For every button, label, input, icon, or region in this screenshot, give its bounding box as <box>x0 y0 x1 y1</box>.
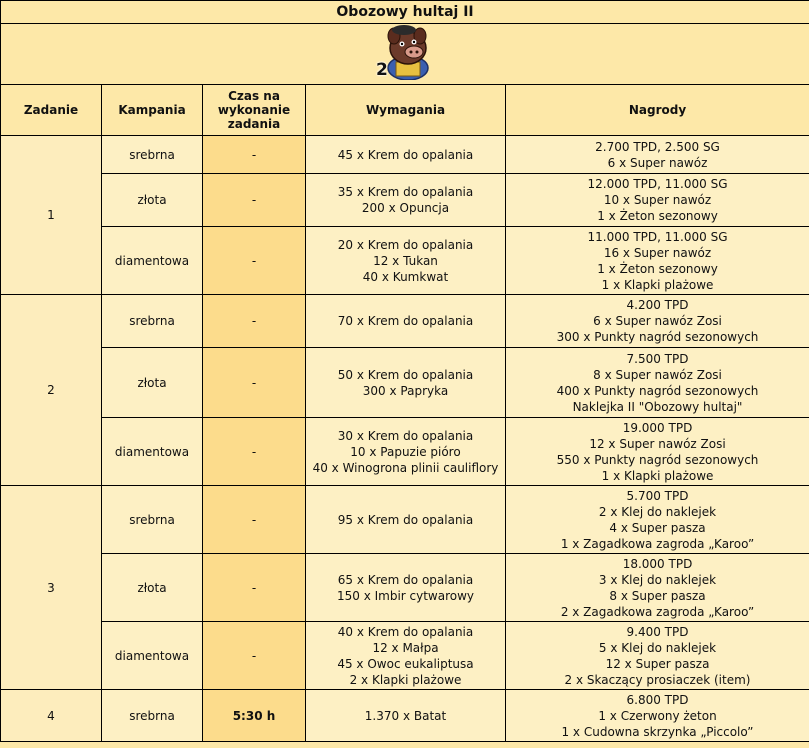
table-row <box>1 227 809 295</box>
requirements-cell <box>306 348 506 418</box>
time-cell: - <box>203 486 306 554</box>
time-cell: - <box>203 622 306 690</box>
time-cell: - <box>203 554 306 622</box>
table-row <box>1 690 809 742</box>
cell-line: 3 x Klej do naklejek <box>598 572 717 587</box>
requirements-cell <box>306 295 506 348</box>
cell-line: 2 x Skaczący prosiaczek (item) <box>564 672 751 687</box>
cell-line: 11.000 TPD, 11.000 SG <box>587 229 728 244</box>
campaign-cell: diamentowa <box>102 418 203 486</box>
rewards-cell <box>506 295 809 348</box>
cell-line: 6.800 TPD <box>626 692 689 707</box>
requirements-cell <box>306 690 506 742</box>
header-campaign: Kampania <box>102 85 203 136</box>
cell-line: 6 x Super nawóz <box>607 155 708 170</box>
cell-line: 1 x Czerwony żeton <box>598 708 717 723</box>
cell-line: 1 x Klapki plażowe <box>601 277 714 292</box>
table-row <box>1 554 809 622</box>
cell-line: 70 x Krem do opalania <box>337 314 474 328</box>
rewards-cell <box>506 486 809 554</box>
campaign-cell: złota <box>102 554 203 622</box>
page-title: Obozowy hultaj II <box>1 1 809 24</box>
header-requirements: Wymagania <box>306 85 506 136</box>
campaign-cell: srebrna <box>102 486 203 554</box>
cell-line: 65 x Krem do opalania <box>337 572 474 587</box>
cell-line: 7.500 TPD <box>626 351 689 366</box>
requirements-cell <box>306 136 506 174</box>
requirements-cell <box>306 486 506 554</box>
cell-line: 10 x Super nawóz <box>603 193 712 207</box>
header-task: Zadanie <box>1 85 102 136</box>
table-row <box>1 418 809 486</box>
requirements-cell <box>306 174 506 227</box>
cell-line: 12 x Tukan <box>373 253 438 268</box>
cell-line: 18.000 TPD <box>622 556 693 571</box>
campaign-cell: diamentowa <box>102 622 203 690</box>
requirements-cell <box>306 227 506 295</box>
header-time: Czas na wykonanie zadania <box>203 85 306 136</box>
cell-line: 35 x Krem do opalania <box>337 185 474 199</box>
cell-line: 12 x Super pasza <box>605 656 710 671</box>
cell-line: 4.200 TPD <box>626 298 689 312</box>
cell-line: 1 x Cudowna skrzynka „Piccolo” <box>561 724 754 739</box>
time-cell: - <box>203 348 306 418</box>
requirements-cell <box>306 622 506 690</box>
requirements-cell <box>306 554 506 622</box>
cell-line: 16 x Super nawóz <box>603 245 712 260</box>
cell-line: 10 x Papuzie pióro <box>350 444 461 459</box>
cell-line: 300 x Papryka <box>362 383 449 398</box>
cell-line: 8 x Super nawóz Zosi <box>593 367 722 382</box>
rewards-cell <box>506 348 809 418</box>
cell-line: 4 x Super pasza <box>609 520 706 535</box>
cell-line: 95 x Krem do opalania <box>337 512 474 527</box>
cell-line: 40 x Winogrona plinii cauliflory <box>312 460 499 475</box>
cell-line: 45 x Krem do opalania <box>337 147 474 162</box>
cell-line: 1 x Klapki plażowe <box>601 468 714 483</box>
cell-line: 200 x Opuncja <box>361 201 450 215</box>
time-cell: - <box>203 227 306 295</box>
time-cell: - <box>203 295 306 348</box>
cell-line: 6 x Super nawóz Zosi <box>593 314 722 328</box>
cell-line: 1 x Żeton sezonowy <box>597 261 718 276</box>
table-row <box>1 136 809 174</box>
task-number: 2 <box>1 295 102 486</box>
task-number: 3 <box>1 486 102 690</box>
rewards-cell <box>506 690 809 742</box>
cell-line: 30 x Krem do opalania <box>337 428 474 443</box>
cell-line: 19.000 TPD <box>622 420 693 435</box>
cell-line: 5 x Klej do naklejek <box>598 640 717 655</box>
cell-line: 5.700 TPD <box>626 488 689 503</box>
cell-line: Naklejka II "Obozowy hultaj" <box>572 399 743 414</box>
cell-line: 2 x Klej do naklejek <box>598 504 717 519</box>
cell-line: 50 x Krem do opalania <box>337 367 474 382</box>
requirements-cell <box>306 418 506 486</box>
rewards-cell <box>506 136 809 174</box>
rewards-cell <box>506 174 809 227</box>
table-row <box>1 295 809 348</box>
quest-rows <box>1 136 809 742</box>
cell-line: 150 x Imbir cytwarowy <box>336 588 475 603</box>
cell-line: 12.000 TPD, 11.000 SG <box>587 177 728 191</box>
time-cell: - <box>203 418 306 486</box>
cell-line: 550 x Punkty nagród sezonowych <box>556 452 759 467</box>
campaign-cell: złota <box>102 348 203 418</box>
campaign-cell: srebrna <box>102 295 203 348</box>
time-cell: - <box>203 174 306 227</box>
time-cell: - <box>203 136 306 174</box>
cell-line: 40 x Kumkwat <box>362 269 449 284</box>
cell-line: 12 x Małpa <box>372 640 439 655</box>
cell-line: 8 x Super pasza <box>609 588 706 603</box>
hultaj-character-icon <box>374 24 436 80</box>
cell-line: 1.370 x Batat <box>364 708 447 723</box>
campaign-cell: złota <box>102 174 203 227</box>
task-number: 1 <box>1 136 102 295</box>
cell-line: 20 x Krem do opalania <box>337 237 474 252</box>
table-row <box>1 486 809 554</box>
table-row <box>1 174 809 227</box>
rewards-cell <box>506 554 809 622</box>
cell-line: 400 x Punkty nagród sezonowych <box>556 383 759 398</box>
rewards-cell <box>506 418 809 486</box>
header-rewards: Nagrody <box>506 85 809 136</box>
cell-line: 2 x Klapki plażowe <box>349 672 462 687</box>
rewards-cell <box>506 227 809 295</box>
cell-line: 300 x Punkty nagród sezonowych <box>556 330 759 344</box>
time-cell: 5:30 h <box>203 690 306 742</box>
cell-line: 12 x Super nawóz Zosi <box>589 436 726 451</box>
campaign-cell: srebrna <box>102 690 203 742</box>
badge-number: 2 <box>376 60 388 80</box>
campaign-cell: srebrna <box>102 136 203 174</box>
cell-line: 45 x Owoc eukaliptusa <box>337 656 474 671</box>
task-number: 4 <box>1 690 102 742</box>
cell-line: 40 x Krem do opalania <box>337 624 474 639</box>
campaign-cell: diamentowa <box>102 227 203 295</box>
cell-line: 1 x Zagadkowa zagroda „Karoo” <box>560 536 755 551</box>
header-image-cell <box>1 24 809 85</box>
table-row <box>1 348 809 418</box>
cell-line: 2.700 TPD, 2.500 SG <box>595 139 720 154</box>
table-row <box>1 622 809 690</box>
rewards-cell <box>506 622 809 690</box>
cell-line: 1 x Żeton sezonowy <box>597 209 718 223</box>
cell-line: 2 x Zagadkowa zagroda „Karoo” <box>560 604 755 619</box>
cell-line: 9.400 TPD <box>626 624 689 639</box>
